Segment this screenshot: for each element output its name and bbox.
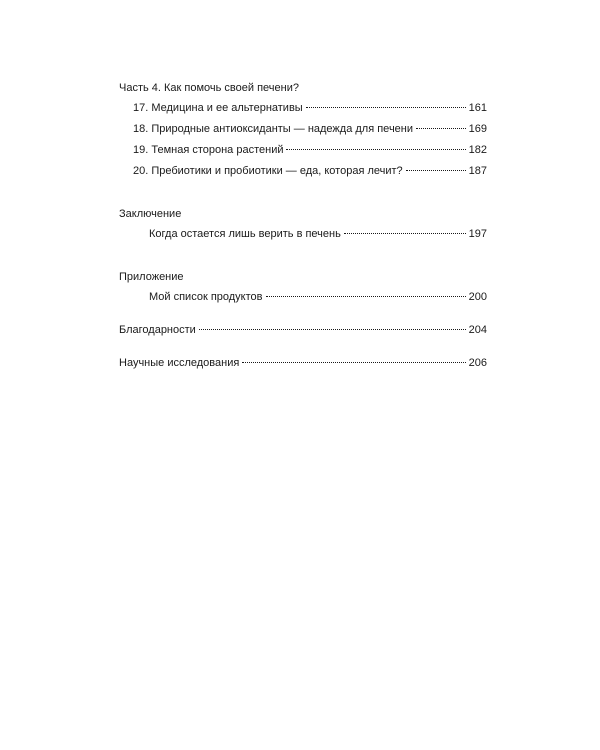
toc-entry-page: 206 bbox=[468, 357, 487, 369]
toc-entry-title: 20. Пребиотики и пробиотики — еда, которая лечит? bbox=[133, 165, 403, 177]
toc-entry-page: 187 bbox=[468, 165, 487, 177]
dot-leader bbox=[199, 329, 466, 330]
dot-leader bbox=[286, 149, 465, 150]
toc-entry-title: Благодарности bbox=[119, 324, 196, 336]
dot-leader bbox=[344, 233, 466, 234]
toc-entry-17[interactable] bbox=[119, 98, 487, 119]
toc-entry-page: 182 bbox=[468, 144, 487, 156]
dot-leader bbox=[242, 362, 465, 363]
section-gap bbox=[119, 245, 487, 267]
conclusion-heading: Заключение bbox=[119, 208, 182, 220]
dot-leader bbox=[406, 170, 466, 171]
toc-entry-research[interactable] bbox=[119, 353, 487, 374]
table-of-contents bbox=[119, 78, 487, 374]
toc-entry-20[interactable] bbox=[119, 161, 487, 182]
part-4-heading: Часть 4. Как помочь своей печени? bbox=[119, 82, 299, 94]
toc-entry-page: 197 bbox=[468, 228, 487, 240]
toc-entry-title: Когда остается лишь верить в печень bbox=[149, 228, 341, 240]
dot-leader bbox=[266, 296, 466, 297]
section-gap bbox=[119, 308, 487, 320]
toc-entry-title: 19. Темная сторона растений bbox=[133, 144, 284, 156]
toc-entry-19[interactable] bbox=[119, 140, 487, 161]
dot-leader bbox=[416, 128, 466, 129]
toc-entry-18[interactable] bbox=[119, 119, 487, 140]
toc-entry-title: Научные исследования bbox=[119, 357, 240, 369]
toc-entry-page: 169 bbox=[468, 123, 487, 135]
toc-entry-page: 161 bbox=[468, 102, 487, 114]
toc-entry-conclusion[interactable] bbox=[119, 224, 487, 245]
toc-entry-appendix[interactable] bbox=[119, 287, 487, 308]
section-gap bbox=[119, 341, 487, 353]
toc-entry-title: Мой список продуктов bbox=[149, 291, 263, 303]
toc-entry-page: 200 bbox=[468, 291, 487, 303]
toc-entry-acknowledgements[interactable] bbox=[119, 320, 487, 341]
section-gap bbox=[119, 182, 487, 204]
toc-entry-title: 18. Природные антиоксиданты — надежда для печени bbox=[133, 123, 414, 135]
dot-leader bbox=[306, 107, 466, 108]
appendix-heading: Приложение bbox=[119, 271, 184, 283]
toc-entry-page: 204 bbox=[468, 324, 487, 336]
toc-entry-title: 17. Медицина и ее альтернативы bbox=[133, 102, 303, 114]
